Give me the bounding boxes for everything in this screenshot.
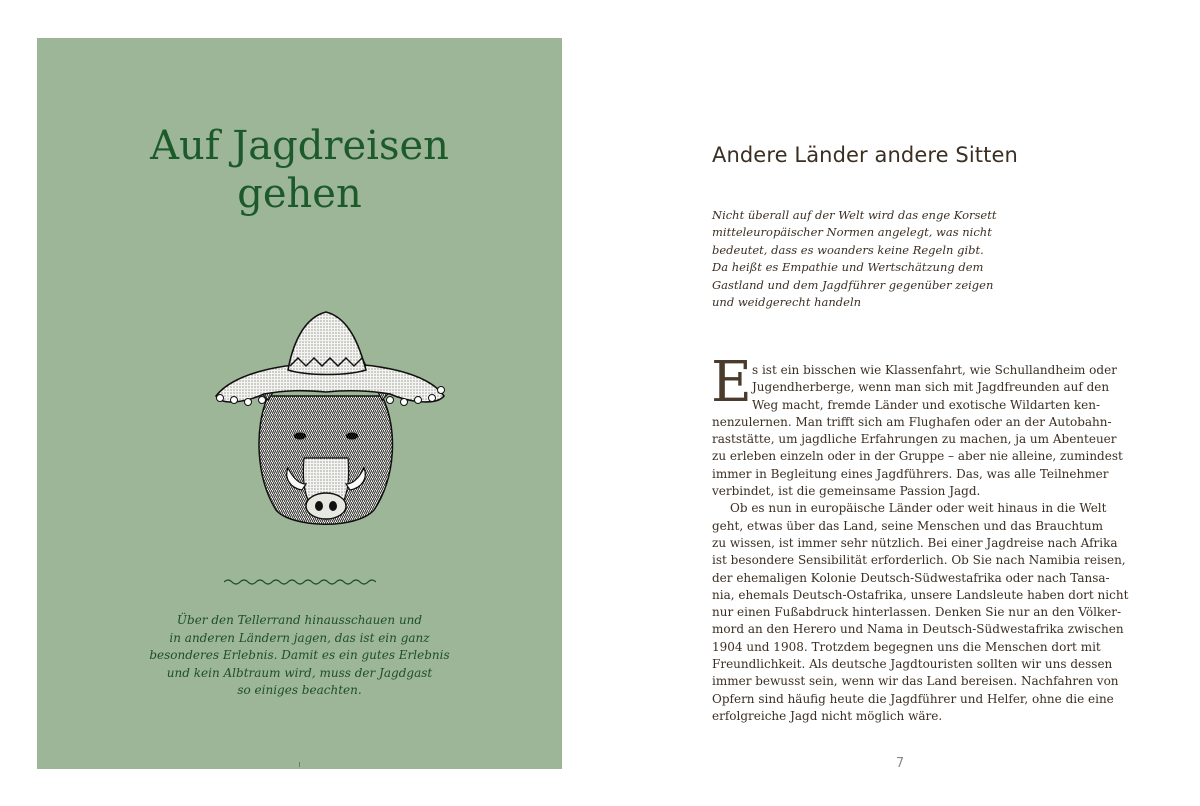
body-line: mord an den Herero und Nama in Deutsch-Südwestafrika zwischen (712, 622, 1124, 637)
chapter-title (37, 122, 562, 218)
body-line: nenzulernen. Man trifft sich am Flughafen oder an der Autobahn- (712, 414, 1112, 429)
body-line: Ob es nun in europäische Länder oder weit hinaus in die Welt (730, 501, 1107, 516)
body-line: geht, etwas über das Land, seine Menschen und das Brauchtum (712, 518, 1104, 533)
section-lead-line: Da heißt es Empathie und Wertschätzung dem (712, 260, 984, 275)
body-line: Weg macht, fremde Länder und exotische Wildarten ken- (752, 397, 1101, 412)
body-line: 1904 und 1908. Trotzdem begegnen uns die Menschen dort mit (712, 639, 1101, 654)
chapter-intro-line: besonderes Erlebnis. Damit es ein gutes Erlebnis (149, 648, 450, 662)
section-lead-line: und weidgerecht handeln (712, 295, 862, 310)
chapter-title-line: Auf Jagdreisen (150, 123, 449, 169)
body-line: erfolgreiche Jagd nicht möglich wäre. (712, 708, 943, 723)
section-lead-line: Gastland und dem Jagdführer gegenüber zeigen (712, 277, 994, 292)
page-tick-mark (299, 762, 300, 767)
body-line: ist besondere Sensibilität erforderlich. Ob Sie nach Namibia reisen, (712, 553, 1126, 568)
drop-cap: E (711, 350, 752, 415)
body-line: nur einen Fußabdruck hinterlassen. Denken Sie nur an den Völker- (712, 605, 1122, 620)
body-line: Jugendherberge, wenn man sich mit Jagdfreunden auf den (752, 380, 1110, 395)
wave-divider (224, 576, 376, 588)
section-lead-line: mitteleuropäischer Normen angelegt, was nicht (712, 225, 992, 240)
section-lead (712, 207, 1012, 311)
body-line: der ehemaligen Kolonie Deutsch-Südwestafrika oder nach Tansa- (712, 570, 1110, 585)
section-lead-line: bedeutet, dass es woanders keine Regeln gibt. (712, 242, 984, 257)
boar-sombrero-illustration (176, 278, 476, 558)
body-line: s ist ein bisschen wie Klassenfahrt, wie Schullandheim oder (752, 363, 1117, 377)
chapter-intro-line: so einiges beachten. (237, 683, 362, 697)
body-line: Opfern sind häufig heute die Jagdführer und Helfer, ohne die eine (712, 691, 1114, 706)
chapter-intro (37, 612, 562, 700)
chapter-intro-line: und kein Albtraum wird, muss der Jagdgast (166, 665, 433, 680)
body-line: nia, ehemals Deutsch-Ostafrika, unsere Landsleute haben dort nicht (712, 587, 1129, 602)
body-line: zu erleben einzeln oder in der Gruppe – aber nie alleine, zumindest (712, 449, 1123, 464)
chapter-title-line: gehen (237, 171, 362, 217)
chapter-intro-line: Über den Tellerrand hinausschauen und (176, 613, 423, 627)
chapter-intro-line: in anderen Ländern jagen, das ist ein ganz (169, 630, 430, 645)
boar-with-sombrero-icon (176, 278, 476, 558)
section-lead-line: Nicht überall auf der Welt wird das enge Korsett (712, 208, 997, 222)
body-line: verbindet, ist die gemeinsame Passion Jagd. (712, 484, 981, 499)
section-heading: Andere Länder andere Sitten (712, 143, 1018, 167)
body-line: raststätte, um jagdliche Erfahrungen zu machen, ja um Abenteuer (712, 432, 1117, 447)
body-line: Freundlichkeit. Als deutsche Jagdtouristen sollten wir uns dessen (712, 657, 1113, 672)
body-line: zu wissen, ist immer sehr nützlich. Bei einer Jagdreise nach Afrika (712, 535, 1118, 550)
body-line: immer bewusst sein, wenn wir das Land bereisen. Nachfahren von (712, 674, 1119, 689)
page-number: 7 (895, 756, 905, 771)
chapter-opener-page (37, 38, 562, 769)
body-line: immer in Begleitung eines Jagdführers. Das, was alle Teilnehmer (712, 466, 1109, 481)
body-text (712, 362, 1129, 725)
